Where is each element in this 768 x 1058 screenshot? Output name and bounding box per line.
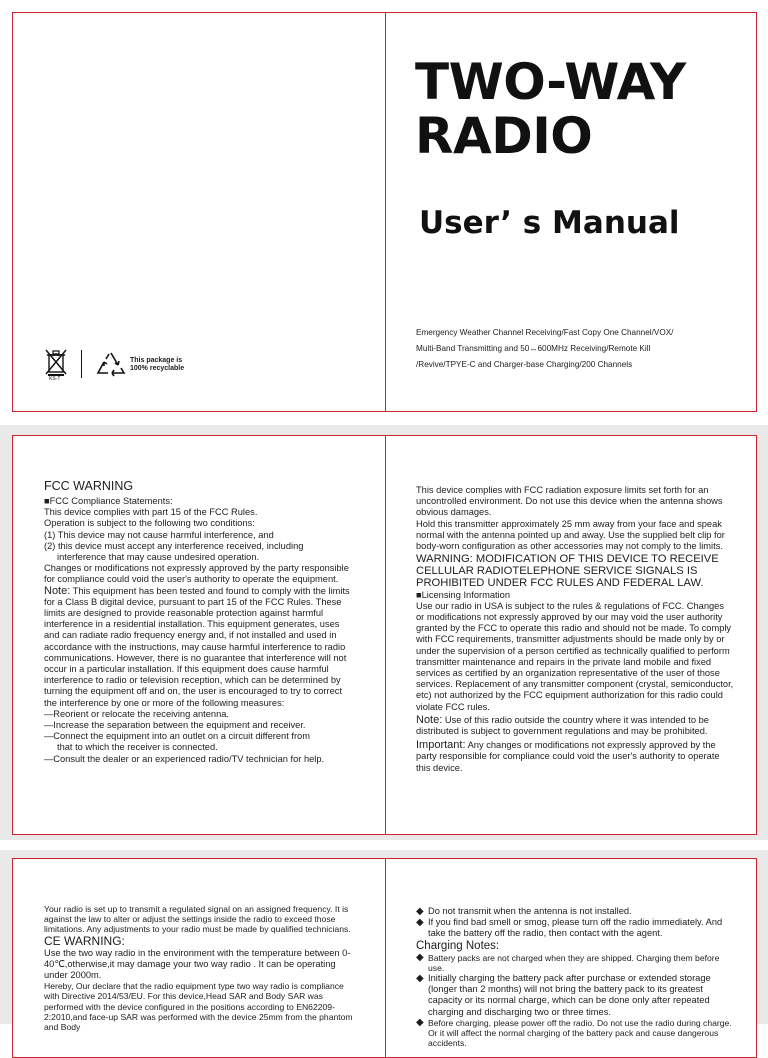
feature-line: Multi-Band Transmitting and 50↔600MHz Receiving/Remote Kill bbox=[416, 344, 651, 353]
fold-line bbox=[385, 436, 386, 834]
ce-spread bbox=[12, 858, 757, 1058]
manual-subtitle: User’ s Manual bbox=[419, 205, 680, 241]
regulated-signal-paragraph: Your radio is set up to transmit a regulated signal on an assigned frequency. It is against the law to alter or adjust the settings inside the radio to exceed those limitations. Any adjustments to your radio must be made by qualified technicians. bbox=[44, 904, 351, 935]
diamond-bullet-icon: ◆ bbox=[416, 1016, 424, 1028]
fcc-spread bbox=[12, 435, 757, 835]
charging-item bbox=[416, 1018, 736, 1049]
condition-line: (2) this device must accept any interference received, including bbox=[44, 540, 304, 551]
condition-line: (1) This device may not cause harmful interference, and bbox=[44, 529, 274, 540]
charging-notes-heading: Charging Notes: bbox=[416, 939, 500, 952]
condition-line: This device complies with part 15 of the FCC Rules. bbox=[44, 507, 258, 518]
diamond-bullet-icon: ◆ bbox=[416, 951, 424, 963]
recycle-icon bbox=[96, 351, 126, 377]
hold-paragraph: Hold this transmitter approximately 25 mm away from your face and speak normal with the antenna pointed up and away. Use the supplied belt clip for body-worn configuration as other accessories may not comply to the limits. bbox=[416, 518, 725, 552]
important-text: Any changes or modifications not expressly approved by the party responsible for compliance could void the user's authority to operate this device. bbox=[416, 740, 720, 773]
fcc-exposure-page bbox=[416, 485, 734, 774]
feature-list bbox=[416, 325, 746, 373]
charging-item bbox=[416, 973, 736, 1018]
caution-text: If you find bad smell or smog, please turn off the radio immediately. And take the battery off the radio, then contact with the agent. bbox=[428, 917, 723, 939]
feature-line: Emergency Weather Channel Receiving/Fast Copy One Channel/VOX/ bbox=[416, 328, 674, 337]
cover-spread bbox=[12, 12, 757, 412]
diamond-bullet-icon: ◆ bbox=[416, 973, 424, 985]
ce-declaration-paragraph: Hereby, Our declare that the radio equipment type two way radio is compliance with Directive 2014/53/EU. For this device,Head SAR and Body SAR was performed with the device configured in the positions according to EN62209-2:2010,and face-up SAR was performed with the device 25mm from the phantom and Body bbox=[44, 981, 353, 1033]
fcc-warning-page bbox=[44, 479, 357, 765]
note-text: Use of this radio outside the country where it was intended to be distributed is subject to government regulations and may be prohibited. bbox=[416, 714, 709, 737]
condition-line: interference that may cause undesired operation. bbox=[57, 552, 260, 563]
diamond-bullet-icon: ◆ bbox=[416, 917, 424, 929]
caution-text: Do not transmit when the antenna is not installed. bbox=[428, 906, 632, 916]
measure-line: —Reorient or relocate the receiving antenna. bbox=[44, 708, 230, 719]
fold-line bbox=[385, 859, 386, 1057]
ce-warning-page bbox=[44, 904, 356, 1032]
compliance-heading: ■FCC Compliance Statements: bbox=[44, 496, 173, 506]
licensing-heading: ■Licensing Information bbox=[416, 589, 510, 600]
title-line: TWO-WAY bbox=[415, 53, 686, 111]
fold-line bbox=[385, 13, 386, 411]
diamond-bullet-icon: ◆ bbox=[416, 906, 424, 917]
recycle-note-line: This package is bbox=[130, 357, 183, 364]
recycle-note-line: 100% recyclable bbox=[130, 365, 185, 372]
feature-line: /Revive/TPYE-C and Charger-base Charging/200 Channels bbox=[416, 360, 633, 369]
caution-item bbox=[416, 917, 736, 939]
ce-temperature-paragraph: Use the two way radio in the environment with the temperature between 0-40℃,otherwise,it may damage your two way radio . It can be operating under 2000m. bbox=[44, 947, 351, 981]
weee-label: KS-T bbox=[49, 376, 61, 382]
charging-text: Battery packs are not charged when they are shipped. Charging them before use. bbox=[428, 952, 720, 973]
measure-line: that to which the receiver is connected. bbox=[57, 742, 218, 753]
charging-text: Initially charging the battery pack after purchase or extended storage (longer than 2 months) will not bring the battery pack to its greatest capacity or its normal charge, which can be done only after repeated charging and discharging two or three times. bbox=[428, 973, 711, 1017]
title-line: RADIO bbox=[415, 107, 593, 165]
measure-line: —Connect the equipment into an outlet on a circuit different from bbox=[44, 731, 310, 742]
manual-title bbox=[415, 55, 686, 163]
charging-item bbox=[416, 953, 736, 973]
note-text: This equipment has been tested and found to comply with the limits for a Class B digital device, pursuant to part 15 of the FCC Rules. These limits are designed to provide reasonable protection against harmful interference in a residential installation. This equipment generates, uses and can radiate radio frequency energy and, if not installed and used in accordance with the instructions, may cause harmful interference to radio communications. However, there is no guarantee that interference will not occur in a particular installation. If this equipment does cause harmful interference to radio or television reception, which can be determined by turning the equipment off and on, the user is encouraged to try to correct the interference by one or more of the following measures: bbox=[44, 585, 350, 708]
exposure-paragraph: This device complies with FCC radiation exposure limits set forth for an uncontrolled environment. Do not use this device when the antenna shows obvious damages. bbox=[416, 485, 723, 518]
charging-notes-page bbox=[416, 906, 736, 1048]
measure-line: —Increase the separation between the equipment and receiver. bbox=[44, 720, 306, 731]
important-paragraph bbox=[416, 740, 734, 774]
cellular-warning: WARNING: MODIFICATION OF THIS DEVICE TO RECEIVE CELLULAR RADIOTELEPHONE SERVICE SIGNALS IS PROHIBITED UNDER FCC RULES AND FEDERAL LAW. bbox=[416, 553, 719, 589]
licensing-paragraph: Use our radio in USA is subject to the rules & regulations of FCC. Changes or modifications not expressly approved by our may void the user authority granted by the FCC to operate this radio and should not be made. To comply with FCC requirements, transmitter adjustments should be made only by or under the supervision of a person certified as technically qualified to perform transmitter maintenance and repairs in the private land mobile and fixed services as certified by an organization representative of the user of those services. Replacement of any transmitter component (crystal, semiconductor, etc) not authorized by the FCC equipment authorization for this radio could violate FCC rules. bbox=[416, 600, 734, 712]
note-label: Note: bbox=[44, 584, 71, 597]
ce-warning-heading: CE WARNING: bbox=[44, 933, 125, 948]
note-paragraph bbox=[416, 715, 734, 737]
changes-paragraph: Changes or modifications not expressly approved by the party responsible for compliance could void the user's authority to operate the equipment. bbox=[44, 563, 349, 585]
important-label: Important: bbox=[416, 739, 466, 752]
caution-item bbox=[416, 906, 736, 917]
recycle-note bbox=[130, 357, 184, 373]
charging-text: Before charging, please power off the radio. Do not use the radio during charge. Or it will affect the normal charging of the battery pack and cause dangerous accidents. bbox=[428, 1017, 732, 1049]
note-paragraph bbox=[44, 586, 357, 709]
fcc-warning-heading: FCC WARNING bbox=[44, 479, 134, 493]
condition-line: Operation is subject to the following two conditions: bbox=[44, 518, 255, 529]
measure-line: —Consult the dealer or an experienced radio/TV technician for help. bbox=[44, 753, 325, 764]
note-label: Note: bbox=[416, 713, 443, 726]
logo-divider bbox=[81, 350, 82, 378]
